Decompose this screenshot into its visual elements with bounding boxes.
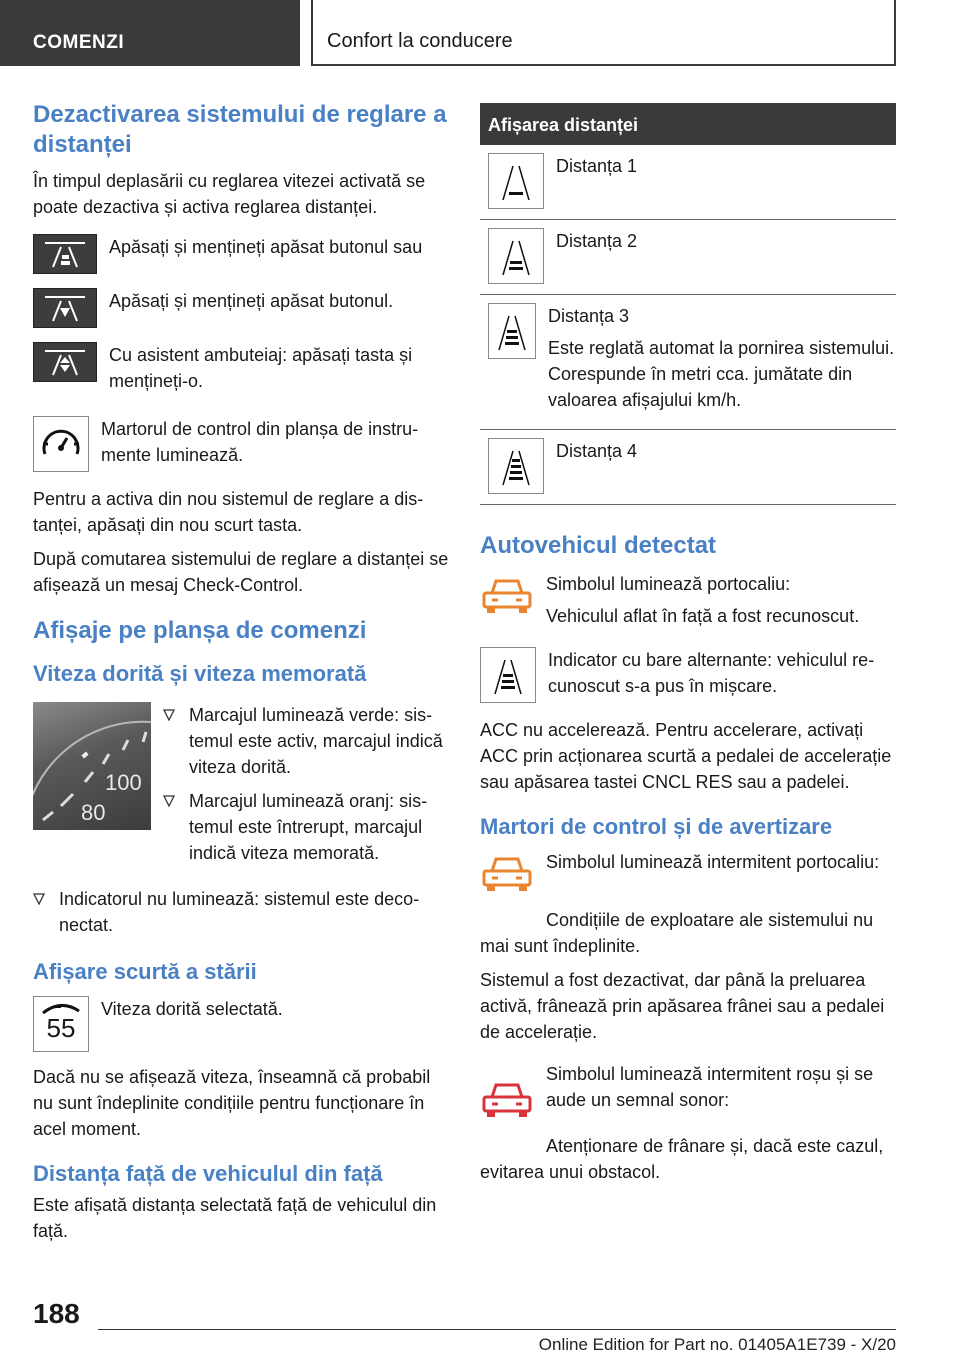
speed-55-icon: 55	[33, 996, 89, 1052]
acc-text: ACC nu accelerează. Pentru accelerare, activați ACC prin acționarea scurtă a pedalei de accelerație sau apăsarea tastei CNCL RES sau a padelei.	[480, 720, 892, 792]
detected-line2: Vehiculul aflat în față a fost recunoscut.	[546, 606, 860, 626]
conditions-text: Condițiile de exploatare ale sistemului nu mai sunt îndeplinite.	[480, 910, 874, 956]
edition-text: Online Edition for Part no. 01405A1E739 - X/20	[538, 1335, 896, 1354]
left-column	[33, 100, 451, 1252]
step3-text: Cu asistent ambuteiaj: apăsați tasta și mențineți-o.	[109, 345, 413, 391]
blink-orange-text: Simbolul luminează intermitent portocaliu:	[546, 852, 880, 872]
distance-row-4: Distanța 4	[480, 430, 896, 505]
status-row	[33, 996, 451, 1052]
car-orange-icon	[480, 571, 534, 625]
status-heading: Afișare scurtă a stării	[33, 959, 257, 984]
deactivated-text: Sistemul a fost dezactivat, dar până la preluarea activă, frânează prin apăsarea frânei sau a pedalei de accelerație.	[480, 970, 885, 1042]
header-bar	[0, 0, 896, 66]
deactivate-intro: În timpul deplasării cu reglarea vitezei activată se poate dezactiva și activa reglarea distanței.	[33, 171, 426, 217]
display-heading: Afișaje pe planșa de comenzi	[33, 617, 367, 644]
brake-text: Atenționare de frânare și, dacă este cazul, evitarea unui obstacol.	[480, 1136, 884, 1182]
distance-table-header: Afișarea distanței	[480, 103, 896, 145]
distance-2-icon	[488, 228, 544, 284]
check-control-text: După comutarea sistemului de reglare a distanței se afișează un mesaj Check-Control.	[33, 549, 449, 595]
bullet-orange: Marcajul luminează oranj: sistemul este întrerupt, marcajul indică viteza memorată.	[163, 788, 451, 866]
step-button-1	[33, 234, 451, 274]
triangle-bullet-icon	[163, 709, 175, 721]
bars-row	[480, 647, 896, 705]
reactivate-text: Pentru a activa din nou sistemul de reglare a distanței, apăsați din nou scurt tasta.	[33, 489, 424, 535]
speedometer-image	[33, 702, 151, 830]
car-red-blink-icon	[480, 1075, 534, 1129]
distance-button-icon	[33, 234, 97, 274]
distance-row-3: Distanța 3 Este reglată automat la pornirea sistemului. Corespunde în metri cca. jumătate din valoarea afișajului km/h.	[480, 295, 896, 430]
distance-1-icon	[488, 153, 544, 209]
step1-text: Apăsați și mențineți apăsat butonul sau	[109, 237, 423, 257]
bullet-off: Indicatorul nu luminează: sistemul este deconectat.	[33, 886, 451, 938]
indicator-row	[33, 416, 451, 474]
bullet-green: Marcajul luminează verde: sistemul este activ, marcajul indică viteza dorită.	[163, 702, 451, 780]
traffic-jam-assist-button-icon	[33, 342, 97, 382]
blink-orange-row	[480, 849, 896, 903]
right-column	[480, 103, 896, 1193]
detected-line1: Simbolul luminează portocaliu:	[546, 574, 791, 594]
bars-text: Indicator cu bare alternante: vehiculul recunoscut s-a pus în mișcare.	[548, 650, 875, 696]
chapter-tab[interactable]: Confort la conducere	[311, 0, 896, 66]
step-button-2	[33, 288, 451, 328]
deactivate-heading: Dezactivarea sistemului de reglare a distanței	[33, 101, 447, 158]
speed-display-row	[33, 702, 451, 874]
front-distance-heading: Distanța față de vehiculul din față	[33, 1161, 383, 1186]
warnings-heading: Martori de control și de avertizare	[480, 814, 833, 839]
distance-row-1: Distanța 1	[480, 145, 896, 220]
detected-row	[480, 571, 896, 635]
status-text: Dacă nu se afișează viteza, înseamnă că probabil nu sunt îndeplinite condițiile pentru funcționare în acel moment.	[33, 1067, 431, 1139]
distance-down-button-icon	[33, 288, 97, 328]
footer-divider	[98, 1329, 896, 1330]
detected-heading: Autovehicul detectat	[480, 532, 717, 559]
triangle-bullet-icon	[33, 893, 45, 905]
indicator-text: Martorul de control din planșa de instrumente luminează.	[101, 419, 419, 465]
page-number: 188	[33, 1298, 80, 1329]
distance-3-icon	[488, 303, 536, 359]
speedo-label-80: 80	[81, 800, 106, 825]
triangle-bullet-icon	[163, 795, 175, 807]
speed-heading: Viteza dorită și viteza memorată	[33, 661, 367, 686]
step-button-3	[33, 342, 451, 400]
front-distance-text: Este afișată distanța selectată față de vehiculul din față.	[33, 1195, 437, 1241]
car-orange-blink-icon	[480, 849, 534, 903]
section-tab[interactable]: COMENZI	[0, 0, 300, 66]
blink-red-text: Simbolul luminează intermitent roșu și se aude un semnal sonor:	[546, 1064, 874, 1110]
alternating-bars-icon	[480, 647, 536, 703]
speedo-label-100: 100	[105, 770, 142, 795]
distance-row-2: Distanța 2	[480, 220, 896, 295]
step2-text: Apăsați și mențineți apăsat butonul.	[109, 291, 394, 311]
distance-4-icon	[488, 438, 544, 494]
distance-table	[480, 103, 896, 505]
speedometer-indicator-icon	[33, 416, 89, 472]
status-selected-text: Viteza dorită selectată.	[101, 999, 283, 1019]
blink-red-row	[480, 1061, 896, 1129]
